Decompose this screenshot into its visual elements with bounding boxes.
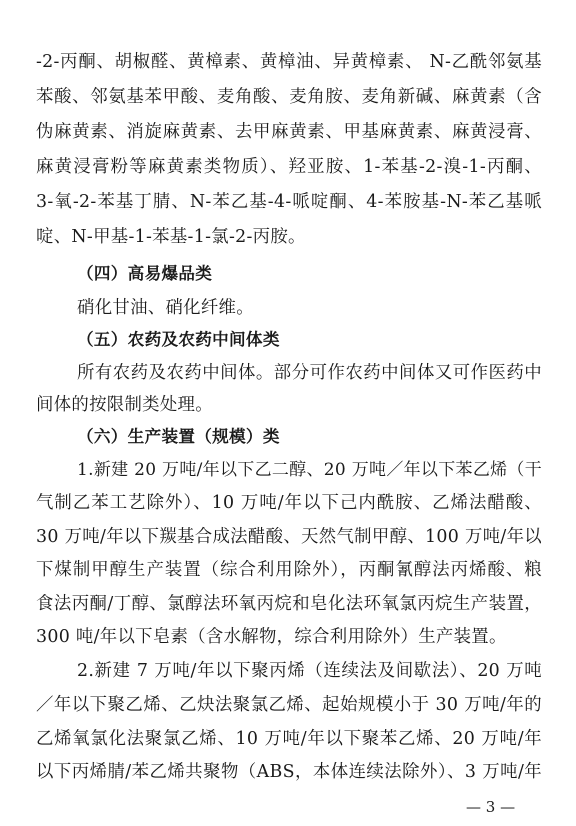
body-text-line: 1.新建 20 万吨/年以下乙二醇、20 万吨／年以下苯乙烯（干 xyxy=(77,460,542,480)
body-text-line: -2-丙酮、胡椒醛、黄樟素、黄樟油、异黄樟素、 N-乙酰邻氨基 xyxy=(36,52,542,72)
body-text-line: 3-氧-2-苯基丁腈、N-苯乙基-4-哌啶酮、4-苯胺基-N-苯乙基哌 xyxy=(36,192,542,212)
body-text-line: 苯酸、邻氨基苯甲酸、麦角酸、麦角胺、麦角新碱、麻黄素（含 xyxy=(36,87,542,107)
body-text-line: 间体的按限制类处理。 xyxy=(36,395,213,415)
body-text-line: 以下丙烯腈/苯乙烯共聚物（ABS，本体连续法除外）、3 万吨/年 xyxy=(36,762,542,782)
section-heading: （四）高易爆品类 xyxy=(77,264,213,283)
body-text-line: 食法丙酮/丁醇、氯醇法环氧丙烷和皂化法环氧氯丙烷生产装置， xyxy=(36,594,542,614)
body-text-line: 乙烯氧氯化法聚氯乙烯、10 万吨/年以下聚苯乙烯、20 万吨/年 xyxy=(36,729,542,749)
body-text-line: 硝化甘油、硝化纤维。 xyxy=(77,298,254,318)
section-heading: （六）生产装置（规模）类 xyxy=(77,427,280,446)
body-text-line: 下煤制甲醇生产装置（综合利用除外），丙酮氰醇法丙烯酸、粮 xyxy=(36,560,542,580)
section-heading: （五）农药及农药中间体类 xyxy=(77,330,280,349)
body-text-line: 啶、N-甲基-1-苯基-1-氯-2-丙胺。 xyxy=(36,227,306,247)
body-text-line: 30 万吨/年以下羰基合成法醋酸、天然气制甲醇、100 万吨/年以 xyxy=(36,527,542,547)
body-text-line: 所有农药及农药中间体。部分可作农药中间体又可作医药中 xyxy=(77,363,542,383)
body-text-line: 气制乙苯工艺除外）、10 万吨/年以下己内酰胺、乙烯法醋酸、 xyxy=(36,493,542,513)
body-text-line: 2.新建 7 万吨/年以下聚丙烯（连续法及间歇法）、20 万吨 xyxy=(77,661,542,681)
page-number: — 3 — xyxy=(466,798,516,816)
body-text-line: ／年以下聚乙烯、乙炔法聚氯乙烯、起始规模小于 30 万吨/年的 xyxy=(36,695,542,715)
body-text-line: 麻黄浸膏粉等麻黄素类物质）、羟亚胺、1-苯基-2-溴-1-丙酮、 xyxy=(36,157,542,177)
body-text-line: 300 吨/年以下皂素（含水解物，综合利用除外）生产装置。 xyxy=(36,627,507,647)
body-text-line: 伪麻黄素、消旋麻黄素、去甲麻黄素、甲基麻黄素、麻黄浸膏、 xyxy=(36,122,542,142)
